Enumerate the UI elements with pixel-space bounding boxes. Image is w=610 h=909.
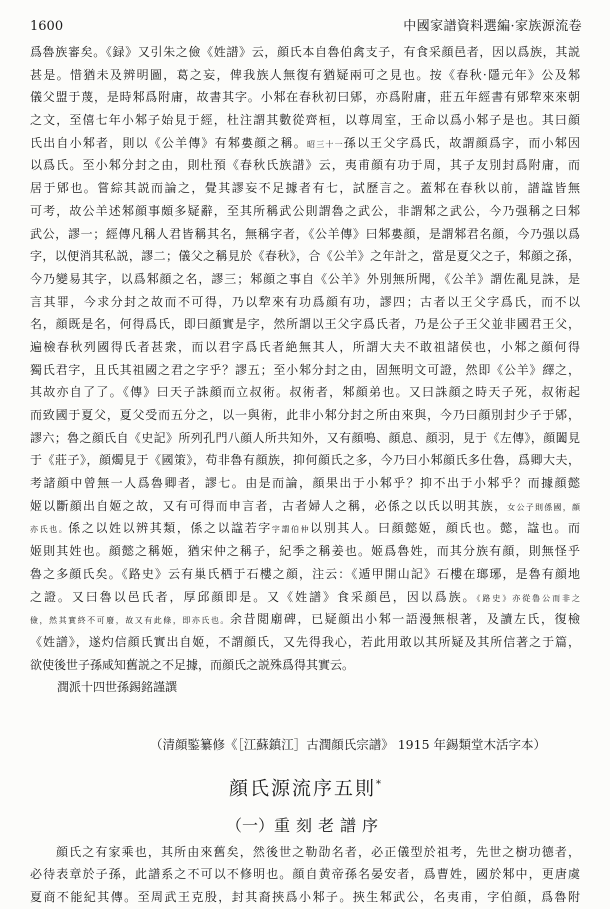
essay-line: 獨氏君字，且氏其祖國之君之字乎？謬五；至小邾分封之由，固無明文可證，然即《公羊》繹之， [30,362,580,377]
subtitle-number: （一） [225,816,274,835]
essay-line: 魯之多顔氏矣。《路史》云有巢氏栖于石樓之顔，注云：《遁甲開山記》石樓在瑯琊，是魯有顔地 [30,566,580,581]
essay-line: 爲魯族審矣。《録》又引朱之儉《姓譜》云，顔氏本自魯伯禽支子，有食采顔邑者，因以爲族，其説 [30,45,580,59]
essay-line: 于《莊子》，顔燭見于《國策》，苟非魯有顔族，抑何顔氏之多，今乃曰小邾顔氏多仕魯，爲卿大夫， [30,453,580,468]
essay-line: 今乃變易其字，以爲邾顔之名，謬三；邾顔之事自《公羊》外別無所聞，《公羊》謂佐亂見誅，是 [30,271,580,286]
essay-line: 名，顔既是名，何得爲氏，即曰顔實是字，然所謂以王父字爲氏者，乃是公子王父並非國君王父， [30,317,580,332]
essay-line [30,495,580,518]
footnote-mark: * [376,779,381,790]
source-citation: （清顔鍳纂修《［江蘇鎮江］古潤顔氏宗譜》 1915 年錫類堂木活字本） [149,737,546,752]
essay-line: 儀父盟于蔑，是時邾爲附庸，故書其字。小邾在春秋初曰郳，亦爲附庸，莊五年經書有郳犂來來朝 [30,90,580,105]
essay-line [30,586,580,609]
essay-line: 武公，謬一；經傳凡稱人君皆稱其名，無稱字者，《公羊傳》曰邾婁顔，是謂邾君名顔，今乃强以爲 [30,226,580,241]
section-title [0,772,610,801]
essay-line: 甚是。惜猶未及辨明圖，葛之妄，俾我族人無復有猶疑兩可之見也。按《春秋·隱元年》公及邾 [30,67,580,82]
essay-text: 姬以斷顔出自姬之故，又有可得而申言者，古者婦人之稱，必係之以氏以明其族， [30,498,508,513]
section-title-text: 顔氏源流序五則 [228,777,376,800]
essay-text: 余昔閲廟碑，已疑顔出小邾一語漫無根著，及讀左氏，復檢 [229,612,580,627]
essay-text: 氏出自小邾者，則以《公羊傳》有邾婁顔之稱。 [30,135,307,150]
essay-text: 係之以姓以辨其類，係之以諡若字 [68,521,272,536]
essay-line [30,132,580,155]
essay-body [30,41,580,699]
essay-signature: 潤派十四世孫錫銘謹譔 [57,680,178,695]
inline-annotation: 字謂伯仲 [271,525,311,535]
essay-line: 姬則其姓也。顔懿之稱姬，猶宋仲之稱子，紀季之稱姜也。姬爲魯姓，而其分族有顔，則無怪乎 [30,544,580,559]
essay-line: 居于郳也。嘗綜其説而論之，覺其謬妄不足據者有七，試歷言之。蓋邾在春秋以前，譜諡皆無 [30,181,580,196]
running-title: 中國家譜資料選編·家族源流卷 [403,19,582,34]
essay-text: 以別其人。曰顔懿姬，顔氏也。懿，諡也。而 [310,521,581,536]
essay-line: 《姓譜》，遂灼信顔氏實出自姬，不謂顔氏，又先得我心，若此用敢以其所疑及其所信著之于篇， [30,634,580,649]
essay-line [30,608,580,631]
inline-annotation: 儉，然其實終不可廢，故又有此條，即亦氏也。 [30,616,230,626]
essay-line: 欲使後世子孫咸知舊説之不足據，而顔氏之説殊爲得其實云。 [30,657,355,672]
essay-line: 言其罪，今求分封之故而不可得，乃以犂來有功爲顔有功，謬四；古者以王父字爲氏，而不以 [30,294,580,309]
inline-annotation: 《路史》亦從魯公而非之 [476,593,580,603]
section-line: 夏商不能紀其傳。至周武王克殷，封其裔挾爲小邾子。挾生邾武公，名夷甫，字伯顔，爲魯附 [30,889,580,904]
subtitle-text: 重刻老譜序 [274,816,385,835]
essay-line: 字，以便消其私説，謬二；儀父之稱見於《春秋》，合《公羊》之年計之，當是夏父之子，邾顔之孫， [30,249,580,264]
inline-annotation: 昭三十一 [307,139,344,149]
essay-line: 遍檢春秋列國得氏者甚衆，而以君字爲氏者絶無其人，所謂大夫不敢祖諸侯也，小邾之顔何得 [30,339,580,354]
essay-line [30,517,580,540]
essay-line: 考諸顔中曾無一人爲魯卿者，謬七。由是而論，顔果出于小邾乎？抑不出于小邾乎？而據顔懿 [30,476,580,491]
essay-line: 之文，至僖七年小邾子始見于經，杜注謂其數從齊桓，以尊周室，王命以爲小邾子是也。其曰顔 [30,113,580,128]
essay-line: 謬六；魯之顔氏自《史記》所列孔門八顔人所共知外，又有顔鳴、顔息、顔羽，見于《左傳》，顔闔見 [30,430,580,445]
essay-line: 可考，故公羊述邾顔事頗多疑辭，至其所稱武公則謂魯之武公，非謂邾之武公，今乃强稱之曰邾 [30,203,580,218]
section-body [30,841,580,908]
section-line: 顔氏之有家乘也，其所由來舊矣，然後世之勒劭名者，必正儀型於祖考，先世之樹功德者， [56,845,580,859]
inline-annotation: 女公子則係國，顔 [507,502,580,512]
essay-line: 以爲氏。至小邾分封之由，則杜預《春秋氏族譜》云，夷甫顔有功于周，其子友別封爲附庸，而 [30,158,580,173]
essay-line: 其故亦自了了。《傳》曰天子誅顔而立叔術。叔術者，邾顔弟也。又曰誅顔之時天子死，叔術起 [30,385,580,400]
section-subtitle [0,815,610,837]
essay-line: 而致國于夏父，夏父受而五分之，以一與術，此非小邾分封之所由來與，今乃曰顔別封少子于郳， [30,408,580,422]
essay-text: 之證。又曰魯以邑氏者，厚邱顔即是。又《姓譜》食采顔邑，因以爲族。 [30,589,477,604]
essay-text: 孫以王父字爲氏，故謂顔爲字，而小邾因 [343,135,580,150]
section-line: 必待表章於子孫，此譜系之不可以不修明也。顔自黄帝孫名晏安者，爲曹姓，國於邾中，更唐虞 [30,867,580,882]
inline-annotation: 亦氏也。 [30,525,69,535]
page-number: 1600 [30,19,64,34]
